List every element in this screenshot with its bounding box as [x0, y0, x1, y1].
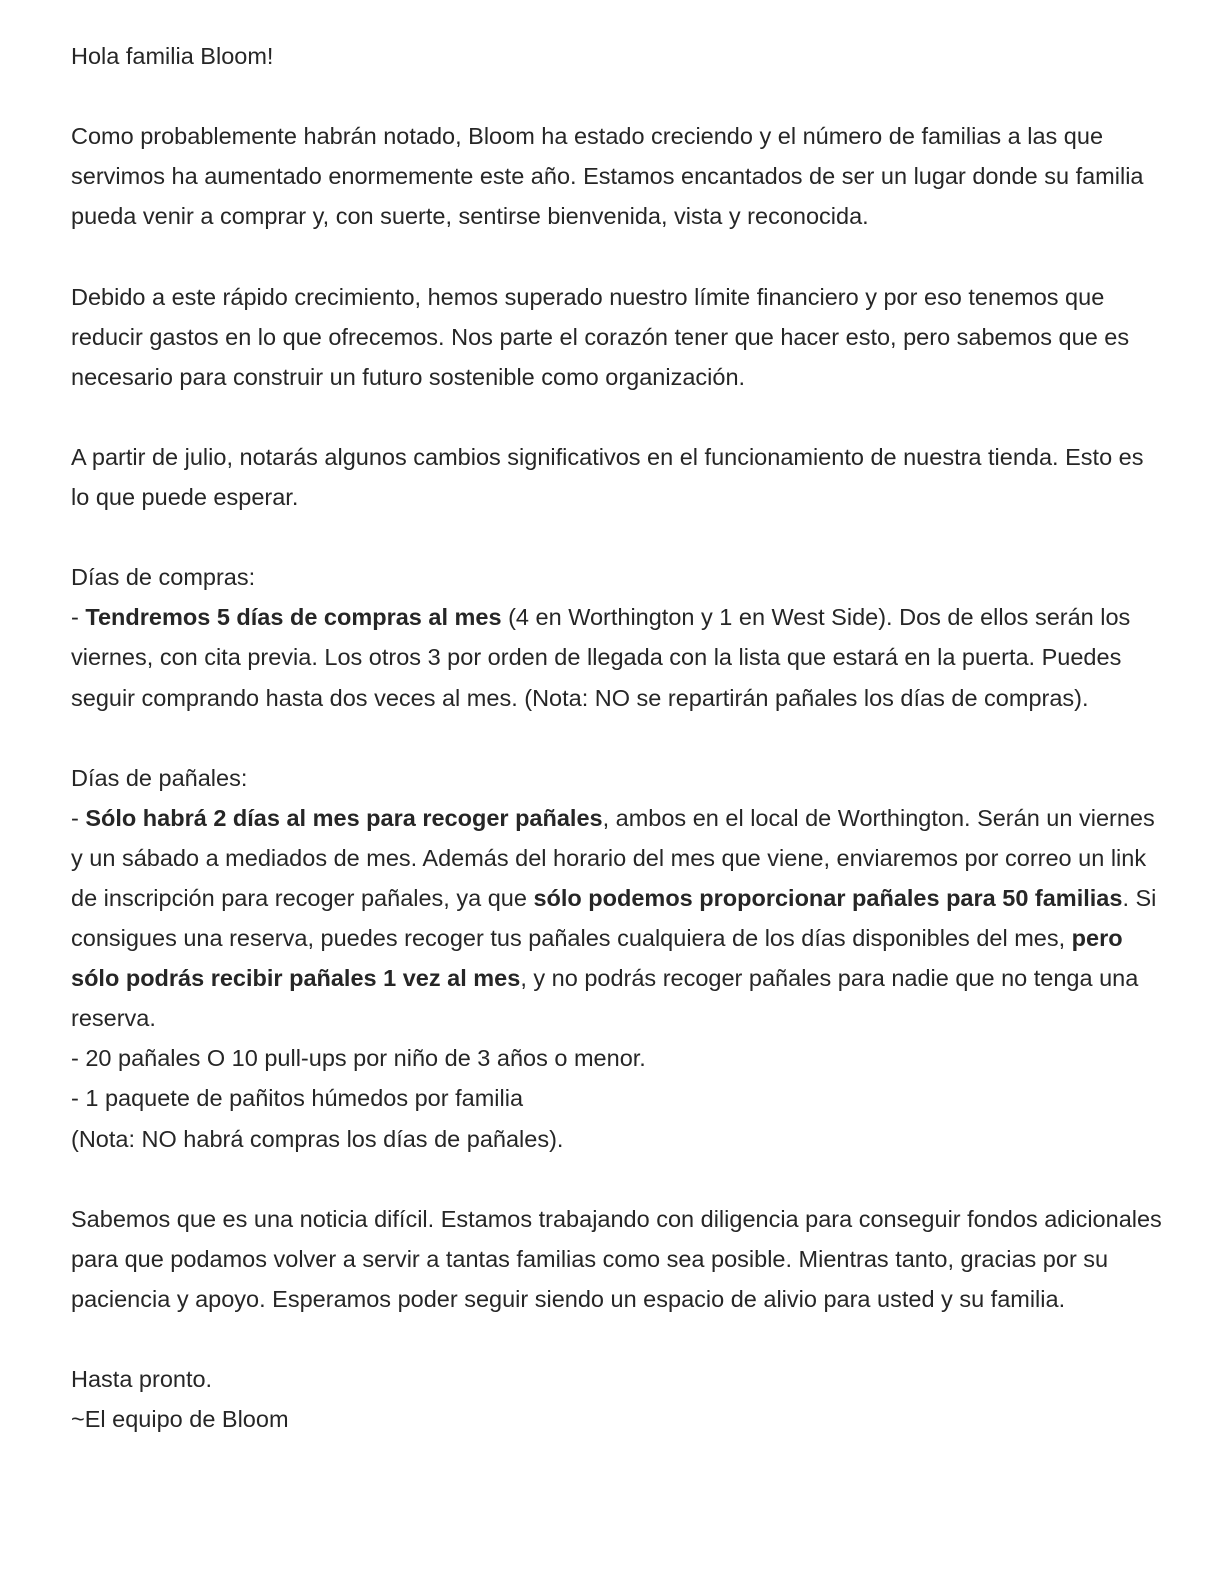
- shopping-days-item: [71, 604, 1130, 710]
- diaper-days-note: (Nota: NO habrá compras los días de pañales).: [71, 1125, 564, 1152]
- diaper-days-bold-3: pero sólo podrás recibir pañales 1 vez al mes: [71, 925, 1123, 992]
- intro-paragraph: Como probablemente habrán notado, Bloom ha estado creciendo y el número de familias a las que servimos ha aumentado enormemente este año. Estamos encantados de ser un lugar donde su familia pueda venir a comprar y, con suerte, sentirse bienvenida, vista y reconocida.: [71, 123, 1144, 230]
- signature: ~El equipo de Bloom: [71, 1406, 289, 1433]
- signoff: Hasta pronto.: [71, 1366, 213, 1393]
- closing-paragraph: Sabemos que es una noticia difícil. Estamos trabajando con diligencia para conseguir fondos adicionales para que podamos volver a servir a tantas familias como sea posible. Mientras tanto, gracias por su paciencia y apoyo. Esperamos poder seguir siendo un espacio de alivio para usted y su familia.: [71, 1205, 1162, 1312]
- diaper-quantity-item: - 20 pañales O 10 pull-ups por niño de 3 años o menor.: [71, 1045, 646, 1072]
- greeting: Hola familia Bloom!: [71, 43, 274, 69]
- bullet-prefix: -: [71, 604, 86, 631]
- letter-body: [71, 36, 1163, 1439]
- reason-paragraph: Debido a este rápido crecimiento, hemos superado nuestro límite financiero y por eso tenemos que reducir gastos en lo que ofrecemos. Nos parte el corazón tener que hacer esto, pero sabemos que es necesario para construir un futuro sostenible como organización.: [71, 283, 1130, 390]
- diaper-days-bold-2: sólo podemos proporcionar pañales para 50 familias: [533, 884, 1123, 911]
- bullet-prefix: -: [71, 804, 86, 831]
- wipes-item: - 1 paquete de pañitos húmedos por familia: [71, 1085, 524, 1112]
- diaper-days-section: [71, 758, 1163, 1159]
- diaper-days-item: [71, 798, 1163, 1039]
- diaper-days-heading: Días de pañales:: [71, 764, 248, 791]
- diaper-days-bold-1: Sólo habrá 2 días al mes para recoger pañales: [85, 804, 603, 831]
- signoff-block: [71, 1359, 1163, 1439]
- shopping-days-section: [71, 557, 1163, 717]
- diaper-days-text-3: , y no podrás recoger pañales para nadie que no tenga una reserva.: [71, 965, 1139, 1032]
- shopping-days-bold: Tendremos 5 días de compras al mes: [85, 604, 502, 631]
- shopping-days-text: (4 en Worthington y 1 en West Side). Dos de ellos serán los viernes, con cita previa. Los otros 3 por orden de llegada con la lista que estará en la puerta. Puedes seguir comprando hasta dos veces al mes. (Nota: NO se repartirán pañales los días de compras).: [71, 604, 1131, 711]
- shopping-days-heading: Días de compras:: [71, 564, 256, 591]
- diaper-days-text-1: , ambos en el local de Worthington. Serán un viernes y un sábado a mediados de mes. Además del horario del mes que viene, enviaremos por correo un link de inscripción para recoger pañales, ya que: [71, 804, 1155, 911]
- diaper-days-text-2: . Si consigues una reserva, puedes recoger tus pañales cualquiera de los días disponibles del mes,: [71, 884, 1157, 952]
- changes-paragraph: A partir de julio, notarás algunos cambios significativos en el funcionamiento de nuestra tienda. Esto es lo que puede esperar.: [71, 443, 1144, 511]
